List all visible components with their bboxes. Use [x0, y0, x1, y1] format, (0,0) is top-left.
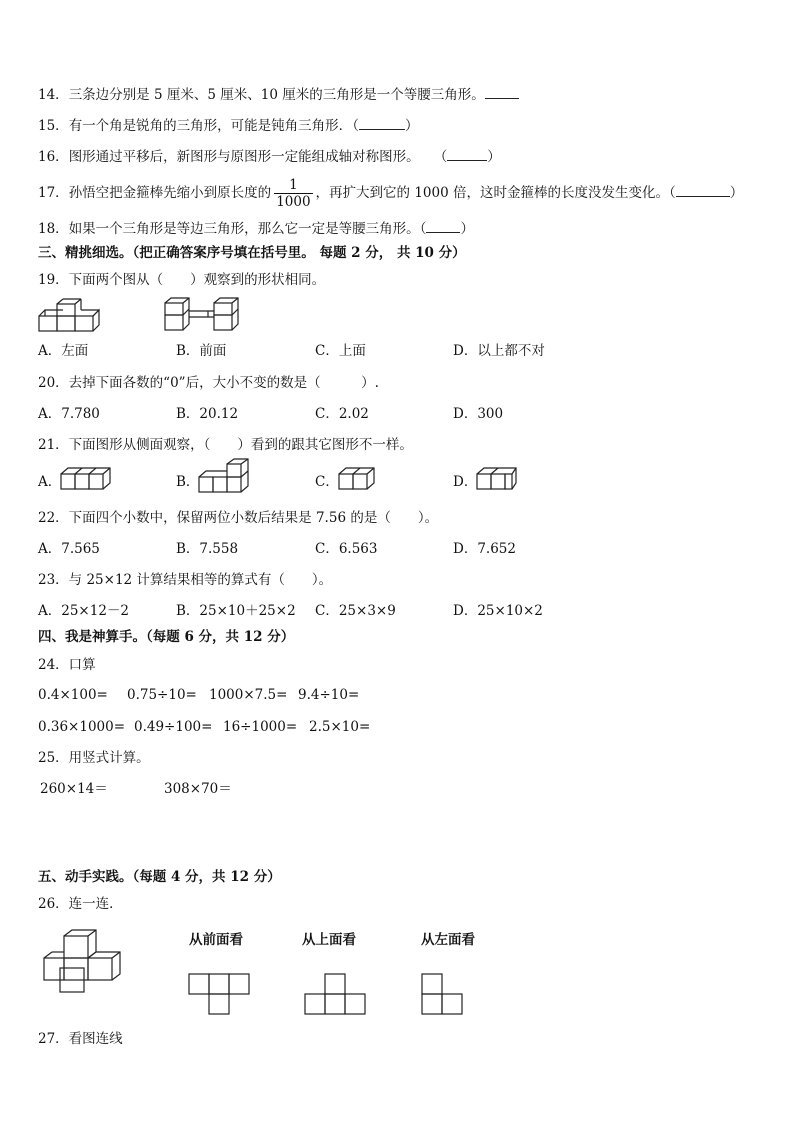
- option-20-d[interactable]: D．300: [453, 406, 504, 422]
- oral-calc-item: 0.36×1000=: [38, 719, 126, 735]
- option-21-b[interactable]: B．: [176, 474, 200, 490]
- oral-calc-item: 1000×7.5=: [209, 687, 288, 703]
- question-17: 17．孙悟空把金箍棒先缩小到原长度的 $\frac{1}{1000}$ ，再扩大到它的 1000 倍，这时金箍棒的长度没发生变化。（ ）: [38, 177, 744, 210]
- section-4-title: 四、我是神算手。（每题 6 分，共 12 分）: [38, 629, 295, 645]
- view-shape-a: [188, 973, 260, 1017]
- question-20-stem: 20．去掉下面各数的“0”后，大小不变的数是（ ）.: [38, 375, 379, 391]
- vertical-calc-item: 308×70＝: [164, 781, 232, 797]
- question-15: 15．有一个角是锐角的三角形，可能是钝角三角形．（ ）: [38, 115, 418, 135]
- view-label-front: 从前面看: [189, 932, 243, 948]
- cube-figure-21c: [338, 466, 378, 494]
- oral-calc-item: 2.5×10=: [309, 719, 371, 735]
- answer-blank[interactable]: [359, 115, 405, 130]
- fraction: $\frac{1}{1000}$: [276, 177, 311, 210]
- question-14: 14．三条边分别是 5 厘米、5 厘米、10 厘米的三角形是一个等腰三角形。: [38, 84, 519, 104]
- answer-blank[interactable]: [485, 84, 519, 99]
- cube-figure-21b: [198, 462, 250, 496]
- oral-calc-item: 0.49÷100=: [134, 719, 213, 735]
- question-22-stem: 22．下面四个小数中，保留两位小数后结果是 7.56 的是（ ）。: [38, 510, 439, 526]
- oral-calc-item: 0.4×100=: [38, 687, 108, 703]
- question-26-title: 26．连一连．: [38, 896, 123, 912]
- option-23-d[interactable]: D．25×10×2: [453, 603, 543, 619]
- question-25-title: 25．用竖式计算。: [38, 750, 150, 766]
- oral-calc-item: 9.4÷10=: [298, 687, 360, 703]
- option-21-c[interactable]: C．: [315, 474, 339, 490]
- option-19-b[interactable]: B．前面: [176, 343, 227, 359]
- option-20-c[interactable]: C．2.02: [315, 406, 369, 422]
- view-label-top: 从上面看: [302, 932, 356, 948]
- section-3-title: 三、精挑细选。（把正确答案序号填在括号里。 每题 2 分， 共 10 分）: [38, 245, 466, 261]
- question-23-stem: 23．与 25×12 计算结果相等的算式有（ ）。: [38, 572, 333, 588]
- cube-figure-19b: [164, 297, 244, 333]
- question-24-title: 24．口算: [38, 657, 96, 673]
- option-22-d[interactable]: D．7.652: [453, 541, 516, 557]
- option-19-a[interactable]: A．左面: [38, 343, 89, 359]
- answer-blank[interactable]: [447, 146, 487, 161]
- option-20-a[interactable]: A．7.780: [38, 406, 100, 422]
- option-22-c[interactable]: C．6.563: [315, 541, 378, 557]
- vertical-calc-item: 260×14＝: [40, 781, 108, 797]
- oral-calc-item: 16÷1000=: [223, 719, 298, 735]
- option-23-b[interactable]: B．25×10＋25×2: [176, 603, 296, 619]
- view-label-left: 从左面看: [421, 932, 475, 948]
- cube-figure-21a: [60, 466, 112, 494]
- question-18: 18．如果一个三角形是等边三角形，那么它一定是等腰三角形。（ ）: [38, 218, 474, 238]
- option-23-a[interactable]: A．25×12－2: [38, 603, 130, 619]
- question-21-stem: 21．下面图形从侧面观察，（ ）看到的跟其它图形不一样。: [38, 437, 413, 453]
- view-shape-c: [421, 973, 471, 1017]
- oral-calc-item: 0.75÷10=: [127, 687, 197, 703]
- question-27-title: 27．看图连线: [38, 1031, 123, 1047]
- option-21-d[interactable]: D．: [453, 474, 478, 490]
- option-20-b[interactable]: B．20.12: [176, 406, 239, 422]
- question-16: 16．图形通过平移后，新图形与原图形一定能组成轴对称图形。 （ ）: [38, 146, 501, 166]
- option-21-a[interactable]: A．: [38, 474, 62, 490]
- option-22-b[interactable]: B．7.558: [176, 541, 239, 557]
- view-shape-b: [304, 973, 376, 1017]
- answer-blank[interactable]: [676, 182, 730, 197]
- option-23-c[interactable]: C．25×3×9: [315, 603, 396, 619]
- option-22-a[interactable]: A．7.565: [38, 541, 100, 557]
- cube-solid-figure-26: [42, 928, 138, 998]
- option-19-d[interactable]: D．以上都不对: [453, 343, 545, 359]
- section-5-title: 五、动手实践。（每题 4 分，共 12 分）: [38, 869, 281, 885]
- answer-blank[interactable]: [426, 218, 460, 233]
- option-19-c[interactable]: C．上面: [315, 343, 366, 359]
- cube-figure-21d: [476, 466, 520, 494]
- cube-figure-19a: [38, 298, 108, 334]
- question-19-stem: 19．下面两个图从（ ）观察到的形状相同。: [38, 272, 326, 288]
